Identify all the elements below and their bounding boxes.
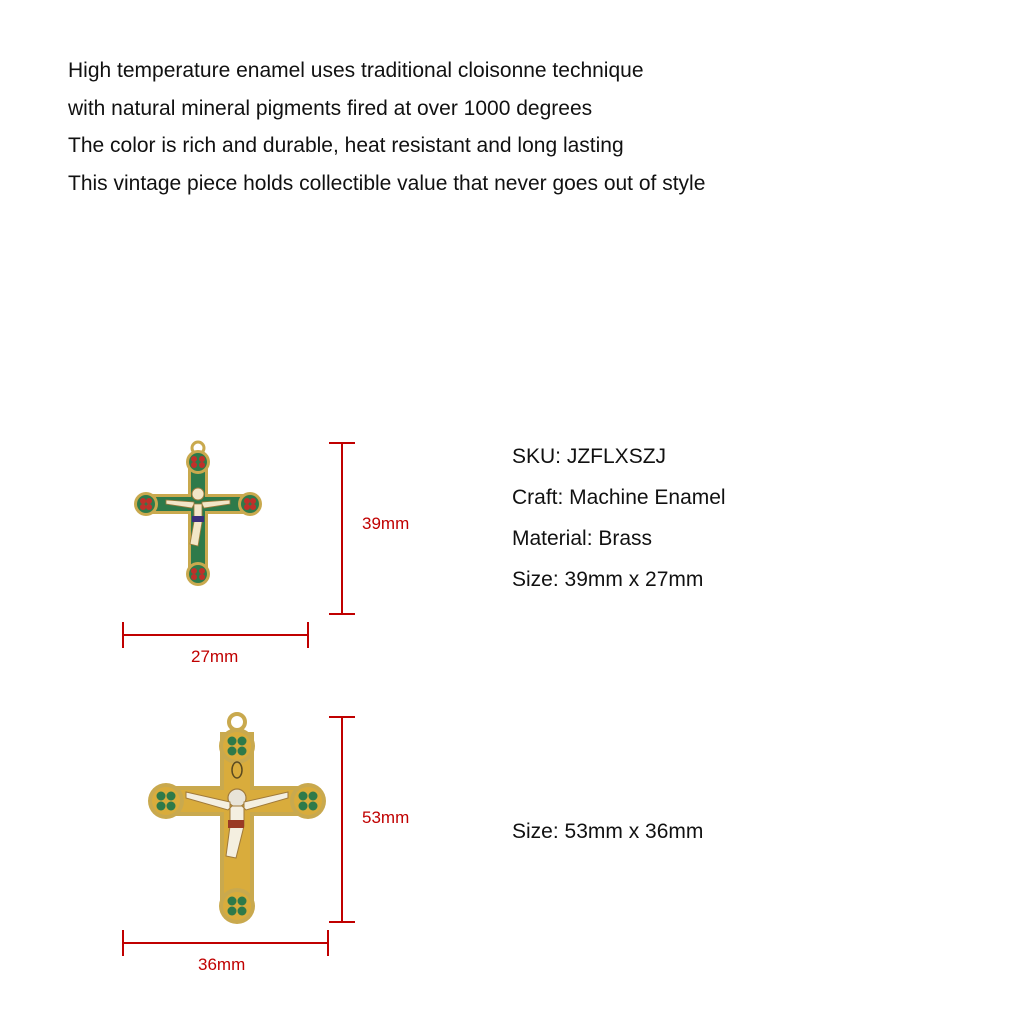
large-cross-pendant-image — [140, 706, 330, 936]
large-height-label: 53mm — [362, 808, 410, 827]
intro-text — [68, 52, 705, 202]
small-height-dimension-line — [327, 442, 357, 616]
small-cross-pendant-image — [128, 434, 268, 594]
intro-line: with natural mineral pigments fired at over 1000 degrees — [68, 96, 593, 120]
sku-text: SKU: JZFLXSZJ — [512, 445, 667, 468]
large-width-dimension-line — [121, 928, 331, 958]
intro-line: The color is rich and durable, heat resistant and long lasting — [68, 134, 624, 158]
large-height-dimension-line — [327, 716, 357, 924]
material-text: Material: Brass — [512, 527, 653, 550]
small-height-label: 39mm — [362, 514, 410, 533]
large-width-label: 36mm — [198, 955, 246, 974]
intro-line: High temperature enamel uses traditional cloisonne technique — [68, 59, 644, 82]
craft-text: Craft: Machine Enamel — [512, 486, 726, 509]
small-width-dimension-line — [121, 620, 311, 650]
size-small-text: Size: 39mm x 27mm — [512, 568, 704, 591]
size-large-text: Size: 53mm x 36mm — [512, 820, 704, 843]
intro-line: This vintage piece holds collectible value that never goes out of style — [68, 171, 706, 195]
small-width-label: 27mm — [191, 647, 239, 666]
